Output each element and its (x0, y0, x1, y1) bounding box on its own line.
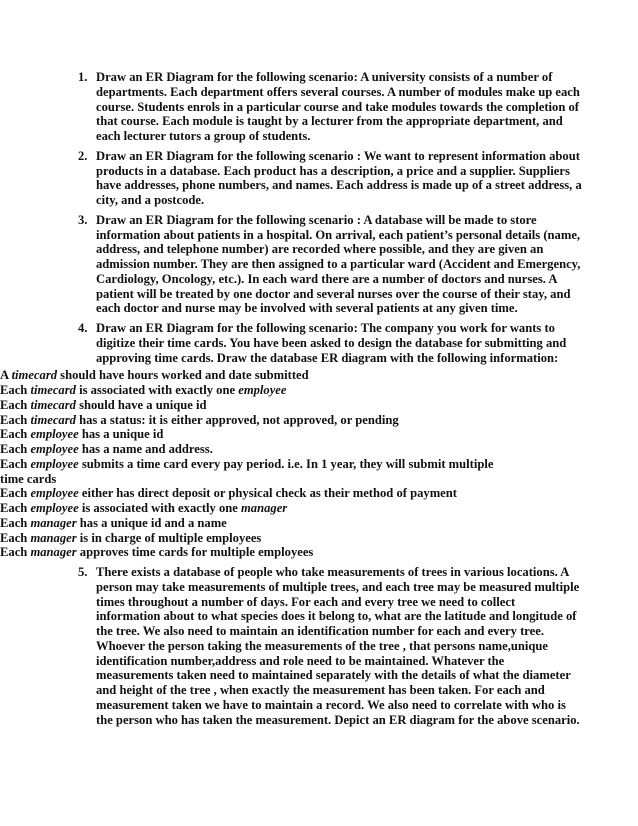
requirement-line: Each employee has a name and address. (0, 442, 213, 456)
question-4 (60, 321, 582, 365)
requirement-line: Each timecard has a status: it is either approved, not approved, or pending (0, 412, 399, 427)
entity-term: manager (30, 515, 77, 530)
question-5 (60, 565, 582, 727)
requirement-line: Each timecard should have a unique id (0, 397, 207, 412)
entity-term: employee (30, 501, 79, 515)
requirement-line: Each employee is associated with exactly one manager (0, 501, 288, 515)
requirement-line: A timecard should have hours worked and date submitted (0, 368, 309, 383)
question-number: 1. (78, 70, 88, 84)
entity-term: employee (30, 456, 79, 471)
entity-term: employee (30, 442, 79, 456)
requirement-line: Each manager is in charge of multiple employees (0, 530, 262, 545)
question-text: Draw an ER Diagram for the following scenario: A university consists of a number of departments. Each department offers several courses. A number of modules make up each course. Students enrols in a particular course and take modules towards the completion of that course. Each module is taught by a lecturer from the appropriate department, and each lecturer tutors a group of students. (96, 70, 580, 143)
requirement-line: Each manager has a unique id and a name (0, 515, 227, 530)
question-text: There exists a database of people who take measurements of trees in various locations. A person may take measurements of multiple trees, and each tree may be measured multiple times throughout a number of days. For each and every tree we need to collect information about to what species does it belong to, what are the latitude and longitude of the tree. We also need to maintain an identification number for each and every tree. Whoever the person taking the measurements of the tree , that persons name,unique identification number,address and role need to be maintained. Whatever the measurements taken need to maintained separately with the details of what the diameter and height of the tree , when exactly the measurement has been taken. For each and measurement taken we have to maintain a record. We also need to correlate with who is the person who has taken the measurement. Depict an ER diagram for the above scenario. (96, 565, 580, 727)
question-1 (60, 70, 582, 144)
question-text: Draw an ER Diagram for the following scenario : We want to represent information about products in a database. Each product has a description, a price and a supplier. Suppliers have addresses, phone numbers, and names. Each address is made up of a street address, a city, and a postcode. (96, 148, 582, 207)
requirement-line: Each manager approves time cards for multiple employees (0, 545, 314, 560)
entity-term: manager (30, 545, 77, 560)
entity-term: employee (30, 486, 79, 501)
question-number: 3. (78, 212, 88, 227)
requirement-line: Each employee submits a time card every pay period. i.e. In 1 year, they will submit multiple time cards (0, 456, 494, 486)
requirement-line: Each employee either has direct deposit or physical check as their method of payment (0, 486, 457, 501)
question-number: 4. (78, 321, 88, 335)
entity-term: employee (30, 427, 79, 442)
entity-term: manager (30, 530, 77, 545)
entity-term: timecard (30, 412, 76, 427)
question-3 (60, 213, 582, 316)
requirement-line: Each employee has a unique id (0, 427, 164, 442)
question-text: Draw an ER Diagram for the following scenario : A database will be made to store information about patients in a hospital. On arrival, each patient’s personal details (name, address, and telephone number) are recorded where possible, and they are given an admission number. They are then assigned to a particular ward (Accident and Emergency, Cardiology, Oncology, etc.). In each ward there are a number of doctors and nurses. A patient will be treated by one doctor and several nurses over the course of their stay, and each doctor and nurse may be involved with several patients at any given time. (96, 212, 581, 316)
entity-term: manager (241, 501, 288, 515)
question-2 (60, 149, 582, 208)
question-number: 5. (78, 565, 88, 579)
timecard-requirements-list (0, 368, 582, 560)
entity-term: timecard (30, 397, 76, 412)
entity-term: timecard (11, 368, 58, 383)
question-text: Draw an ER Diagram for the following scenario: The company you work for wants to digitize their time cards. You have been asked to design the database for submitting and approving time cards. Draw the database ER diagram with the following information: (96, 321, 567, 365)
requirement-line: Each timecard is associated with exactly one employee (0, 383, 287, 397)
entity-term: employee (238, 383, 287, 397)
entity-term: timecard (30, 383, 76, 397)
question-number: 2. (78, 148, 88, 163)
